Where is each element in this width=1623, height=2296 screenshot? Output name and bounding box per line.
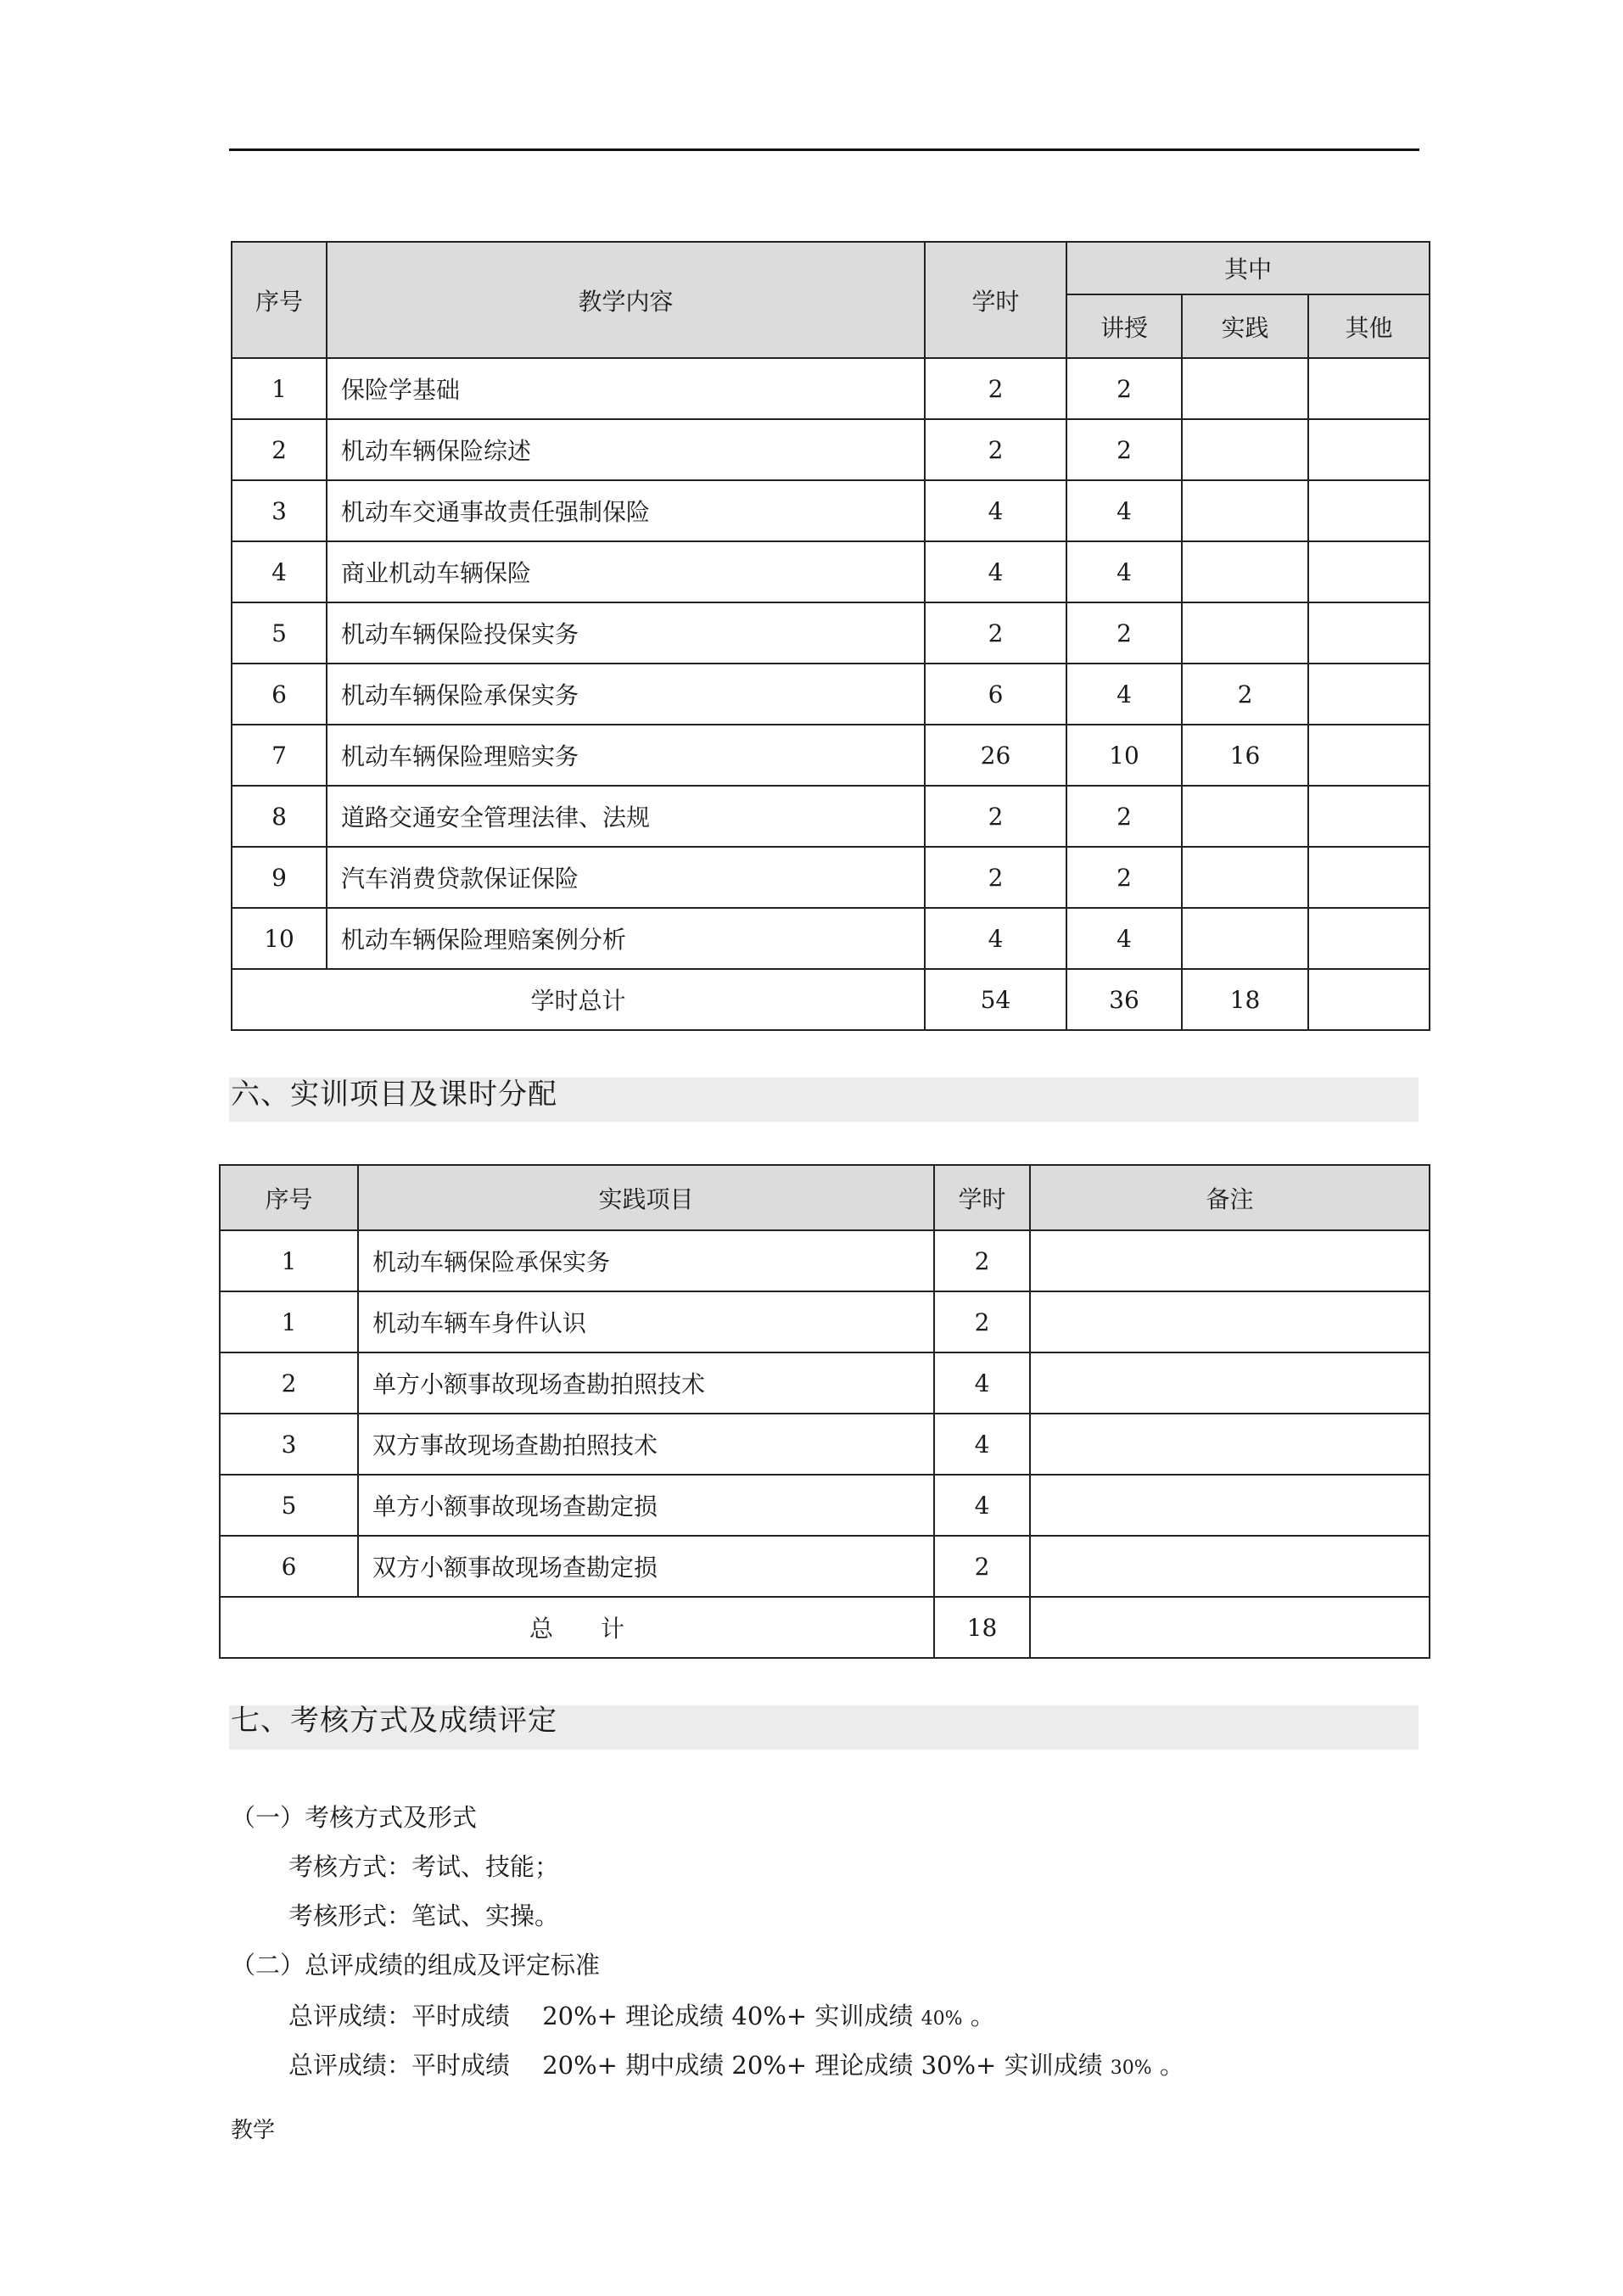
table-row [232, 480, 1430, 541]
row-note [1030, 1536, 1430, 1597]
table-row [232, 908, 1430, 969]
row-lecture: 2 [1066, 358, 1182, 419]
row-note [1030, 1475, 1430, 1536]
row-hours: 2 [934, 1536, 1030, 1597]
grade-formula-2-main: 总评成绩：平时成绩 20%+ 期中成绩 20%+ 理论成绩 30%+ 实训成绩 [288, 2051, 1111, 2080]
t2-header-note: 备注 [1030, 1165, 1430, 1230]
row-other [1308, 847, 1430, 908]
t2-header-item: 实践项目 [358, 1165, 934, 1230]
grade-formula-1-main: 总评成绩：平时成绩 20%+ 理论成绩 40%+ 实训成绩 [288, 2002, 921, 2030]
row-lecture: 4 [1066, 480, 1182, 541]
row-content: 商业机动车辆保险 [327, 541, 925, 602]
row-index: 2 [232, 419, 327, 480]
row-hours: 4 [925, 541, 1066, 602]
row-item: 单方小额事故现场查勘拍照技术 [358, 1352, 934, 1414]
grade-formula-1-pct: 40% [921, 2008, 963, 2030]
assessment-subheading-1: （一）考核方式及形式 [231, 1803, 478, 1832]
row-content: 机动车辆保险理赔案例分析 [327, 908, 925, 969]
table-row [232, 847, 1430, 908]
row-other [1308, 419, 1430, 480]
row-hours: 4 [925, 480, 1066, 541]
row-hours: 2 [925, 358, 1066, 419]
table-row [232, 358, 1430, 419]
grade-formula-1-end: 。 [962, 2002, 995, 2030]
grade-formula-2 [288, 2047, 1184, 2081]
row-practice [1182, 602, 1308, 664]
header-hours: 学时 [925, 242, 1066, 358]
row-lecture: 2 [1066, 786, 1182, 847]
assessment-subheading-2: （二）总评成绩的组成及评定标准 [231, 1951, 601, 1980]
row-item: 双方小额事故现场查勘定损 [358, 1536, 934, 1597]
row-lecture: 4 [1066, 908, 1182, 969]
row-practice [1182, 847, 1308, 908]
total-lecture: 36 [1066, 969, 1182, 1030]
row-other [1308, 908, 1430, 969]
footer-text: 教学 [231, 2118, 276, 2143]
row-index: 7 [232, 725, 327, 786]
row-other [1308, 725, 1430, 786]
header-index: 序号 [232, 242, 327, 358]
row-lecture: 2 [1066, 419, 1182, 480]
row-practice [1182, 480, 1308, 541]
row-item: 双方事故现场查勘拍照技术 [358, 1414, 934, 1475]
row-index: 5 [232, 602, 327, 664]
section6-title: 六、实训项目及课时分配 [231, 1078, 557, 1112]
total-practice: 18 [1182, 969, 1308, 1030]
row-index: 3 [232, 480, 327, 541]
row-index: 8 [232, 786, 327, 847]
row-other [1308, 664, 1430, 725]
row-lecture: 2 [1066, 847, 1182, 908]
row-note [1030, 1352, 1430, 1414]
table-row [220, 1475, 1430, 1536]
row-content: 汽车消费贷款保证保险 [327, 847, 925, 908]
table-row [220, 1414, 1430, 1475]
t2-total-note [1030, 1597, 1430, 1658]
grade-formula-2-pct: 30% [1110, 2058, 1152, 2079]
header-among: 其中 [1066, 242, 1430, 294]
table-row [220, 1291, 1430, 1352]
row-item: 机动车辆保险承保实务 [358, 1230, 934, 1291]
total-other [1308, 969, 1430, 1030]
row-content: 道路交通安全管理法律、法规 [327, 786, 925, 847]
total-hours: 54 [925, 969, 1066, 1030]
row-index: 2 [220, 1352, 358, 1414]
row-item: 单方小额事故现场查勘定损 [358, 1475, 934, 1536]
total-label: 学时总计 [232, 969, 925, 1030]
row-index: 10 [232, 908, 327, 969]
row-practice: 16 [1182, 725, 1308, 786]
table-row [220, 1536, 1430, 1597]
row-content: 机动车辆保险理赔实务 [327, 725, 925, 786]
t2-header-hours: 学时 [934, 1165, 1030, 1230]
row-hours: 2 [934, 1291, 1030, 1352]
row-hours: 2 [925, 602, 1066, 664]
row-practice [1182, 358, 1308, 419]
row-content: 机动车辆保险投保实务 [327, 602, 925, 664]
header-rule [229, 148, 1419, 151]
row-index: 1 [232, 358, 327, 419]
row-index: 3 [220, 1414, 358, 1475]
table-row [232, 541, 1430, 602]
row-practice [1182, 908, 1308, 969]
row-hours: 2 [925, 847, 1066, 908]
row-practice [1182, 541, 1308, 602]
row-practice [1182, 419, 1308, 480]
table-row [232, 664, 1430, 725]
header-content: 教学内容 [327, 242, 925, 358]
row-hours: 4 [934, 1352, 1030, 1414]
row-note [1030, 1230, 1430, 1291]
assessment-method: 考核方式：考试、技能； [288, 1852, 560, 1881]
row-index: 4 [232, 541, 327, 602]
table-row [232, 786, 1430, 847]
row-index: 1 [220, 1230, 358, 1291]
row-lecture: 4 [1066, 664, 1182, 725]
header-lecture: 讲授 [1066, 294, 1182, 358]
row-index: 6 [220, 1536, 358, 1597]
section7-title: 七、考核方式及成绩评定 [231, 1704, 557, 1738]
row-hours: 4 [934, 1414, 1030, 1475]
teaching-hours-table [231, 241, 1430, 1031]
table-row [220, 1230, 1430, 1291]
row-index: 9 [232, 847, 327, 908]
grade-formula-1 [288, 1997, 995, 2032]
row-lecture: 4 [1066, 541, 1182, 602]
training-table [219, 1164, 1430, 1659]
grade-formula-2-end: 。 [1151, 2051, 1184, 2080]
header-practice: 实践 [1182, 294, 1308, 358]
row-hours: 4 [934, 1475, 1030, 1536]
row-other [1308, 358, 1430, 419]
row-note [1030, 1414, 1430, 1475]
table-row [232, 419, 1430, 480]
row-lecture: 2 [1066, 602, 1182, 664]
row-content: 机动车交通事故责任强制保险 [327, 480, 925, 541]
assessment-form: 考核形式：笔试、实操。 [288, 1901, 560, 1930]
row-hours: 6 [925, 664, 1066, 725]
row-practice: 2 [1182, 664, 1308, 725]
row-index: 6 [232, 664, 327, 725]
row-content: 机动车辆保险综述 [327, 419, 925, 480]
row-index: 1 [220, 1291, 358, 1352]
row-hours: 2 [925, 786, 1066, 847]
row-index: 5 [220, 1475, 358, 1536]
t2-total-label: 总 计 [220, 1597, 934, 1658]
header-other: 其他 [1308, 294, 1430, 358]
row-practice [1182, 786, 1308, 847]
row-other [1308, 602, 1430, 664]
row-hours: 2 [934, 1230, 1030, 1291]
t2-total-hours: 18 [934, 1597, 1030, 1658]
row-item: 机动车辆车身件认识 [358, 1291, 934, 1352]
row-note [1030, 1291, 1430, 1352]
t2-header-index: 序号 [220, 1165, 358, 1230]
row-other [1308, 786, 1430, 847]
table-row [232, 725, 1430, 786]
row-hours: 2 [925, 419, 1066, 480]
row-other [1308, 541, 1430, 602]
row-other [1308, 480, 1430, 541]
table-row [220, 1352, 1430, 1414]
row-hours: 26 [925, 725, 1066, 786]
row-content: 保险学基础 [327, 358, 925, 419]
table-row [232, 602, 1430, 664]
row-hours: 4 [925, 908, 1066, 969]
row-lecture: 10 [1066, 725, 1182, 786]
row-content: 机动车辆保险承保实务 [327, 664, 925, 725]
